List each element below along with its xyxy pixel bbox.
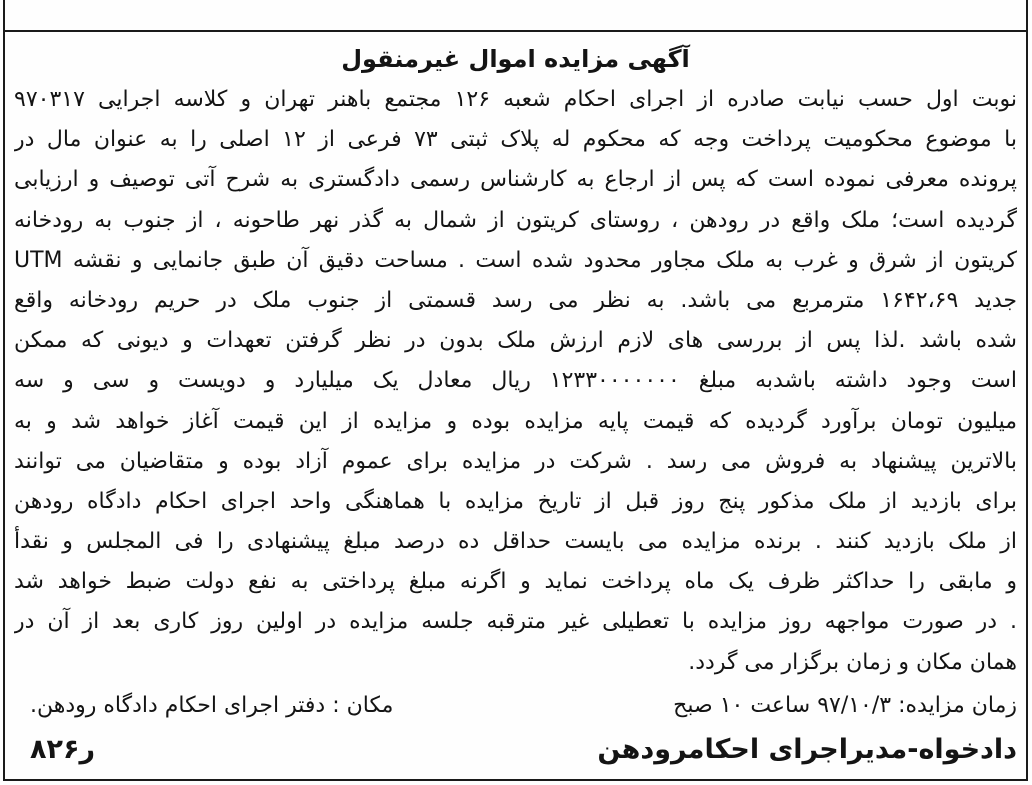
auction-time: زمان مزایده: ۹۷/۱۰/۳ ساعت ۱۰ صبح <box>673 692 1017 718</box>
frame-bottom-rule <box>3 779 1028 781</box>
auction-details-row <box>30 685 1017 725</box>
body-line: است وجود داشته باشدبه مبلغ ۱۲۳۳۰۰۰۰۰۰۰ ریال معادل یک میلیارد و دویست و سی و سه <box>14 368 1017 394</box>
frame-top-rule <box>3 30 1028 32</box>
body-line: با موضوع محکومیت پرداخت وجه که محکوم له پلاک ثبتی ۷۳ فرعی از ۱۲ اصلی را به عنوان مال در <box>14 127 1017 153</box>
notice-body <box>14 80 1017 683</box>
frame-right-rule <box>1026 0 1028 781</box>
notice-title: آگهی مزایده اموال غیرمنقول <box>341 45 690 73</box>
signature-row <box>30 726 1017 772</box>
body-line: پرونده معرفی نموده است که پس از ارجاع به کارشناس رسمی دادگستری به شرح آتی توصیف و ارزیابی <box>14 167 1017 193</box>
frame-left-rule <box>3 0 5 781</box>
signature: دادخواه-مدیراجرای احکامرودهن <box>597 733 1017 765</box>
body-line: بالاترین پیشنهاد به فروش می رسد . شرکت در مزایده برای عموم آزاد بوده و متقاضیان می توانند <box>14 448 1017 474</box>
body-line: شده باشد .لذا پس از بررسی های لازم ارزش ملک بدون در نظر گرفتن تعهدات و دیونی که ممکن <box>14 328 1017 354</box>
body-line: میلیون تومان برآورد گردیده که قیمت پایه مزایده بوده و مزایده از این قیمت آغاز خواهد شد و به <box>14 408 1017 434</box>
body-line: جدید ۱۶۴۲،۶۹ مترمربع می باشد. به نظر می رسد قسمتی از جنوب ملک در حریم رودخانه واقع <box>14 287 1017 313</box>
body-line-final: همان مکان و زمان برگزار می گردد. <box>688 649 1017 675</box>
body-line: برای بازدید از ملک مذکور پنج روز قبل از تاریخ مزایده با هماهنگی واحد اجرای احکام دادگاه رودهن <box>14 488 1017 514</box>
body-line: کریتون از شرق و غرب به ملک مجاور محدود شده است . مساحت دقیق آن طبق جانمایی و نقشه UTM <box>14 247 1017 273</box>
body-line: و مابقی را حداکثر ظرف یک ماه پرداخت نماید و اگرنه مبلغ پرداختی به نفع دولت ضبط خواهد شد <box>14 569 1017 595</box>
body-line: از ملک بازدید کنند . برنده مزایده می بایست حداقل ده درصد مبلغ پیشنهادی را فی المجلس و نقدأ <box>14 529 1017 555</box>
body-line: نوبت اول حسب نیابت صادره از اجرای احکام شعبه ۱۲۶ مجتمع باهنر تهران و کلاسه اجرایی ۹۷۰۳۱۷ <box>14 87 1017 112</box>
body-line: گردیده است؛ ملک واقع در رودهن ، روستای کریتون از شمال به گذر نهر طاحونه ، از جنوب به رودخانه <box>14 207 1017 233</box>
body-line: . در صورت مواجهه روز مزایده با تعطیلی غیر مترقبه جلسه مزایده در اولین روز کاری بعد از آن در <box>14 609 1017 635</box>
notice-code: ر۸۲۶ <box>30 733 95 765</box>
auction-location: مکان : دفتر اجرای احکام دادگاه رودهن. <box>30 692 394 718</box>
